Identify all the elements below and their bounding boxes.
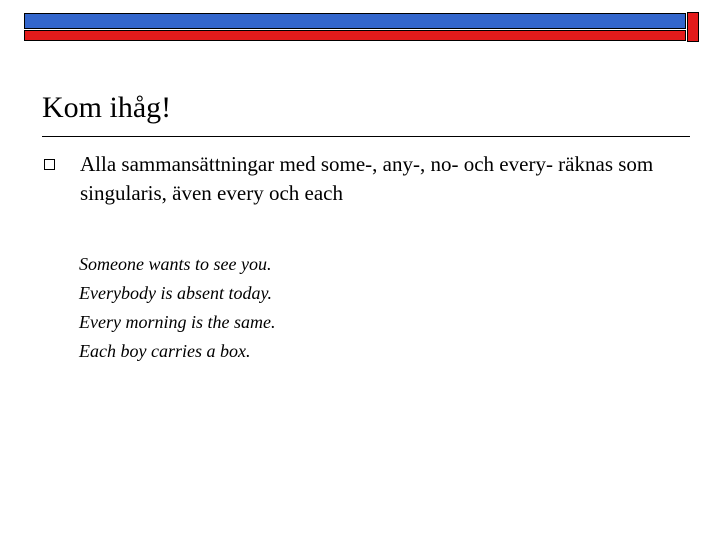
example-sentence: Someone wants to see you. [79,254,272,274]
slide-title: Kom ihåg! [42,91,172,124]
example-sentence: Each boy carries a box. [79,341,251,361]
example-sentence: Everybody is absent today. [79,283,272,303]
header-red-end-block [687,12,699,42]
hollow-square-bullet-icon [44,159,55,170]
bullet-text: Alla sammansättningar med some-, any-, no- och every- räknas som singularis, även every och each [80,152,654,206]
example-sentences [79,250,275,366]
header-decoration [0,0,720,48]
example-sentence: Every morning is the same. [79,312,276,332]
header-blue-bar [24,13,686,29]
title-divider [42,136,690,137]
header-red-bar [24,30,686,41]
